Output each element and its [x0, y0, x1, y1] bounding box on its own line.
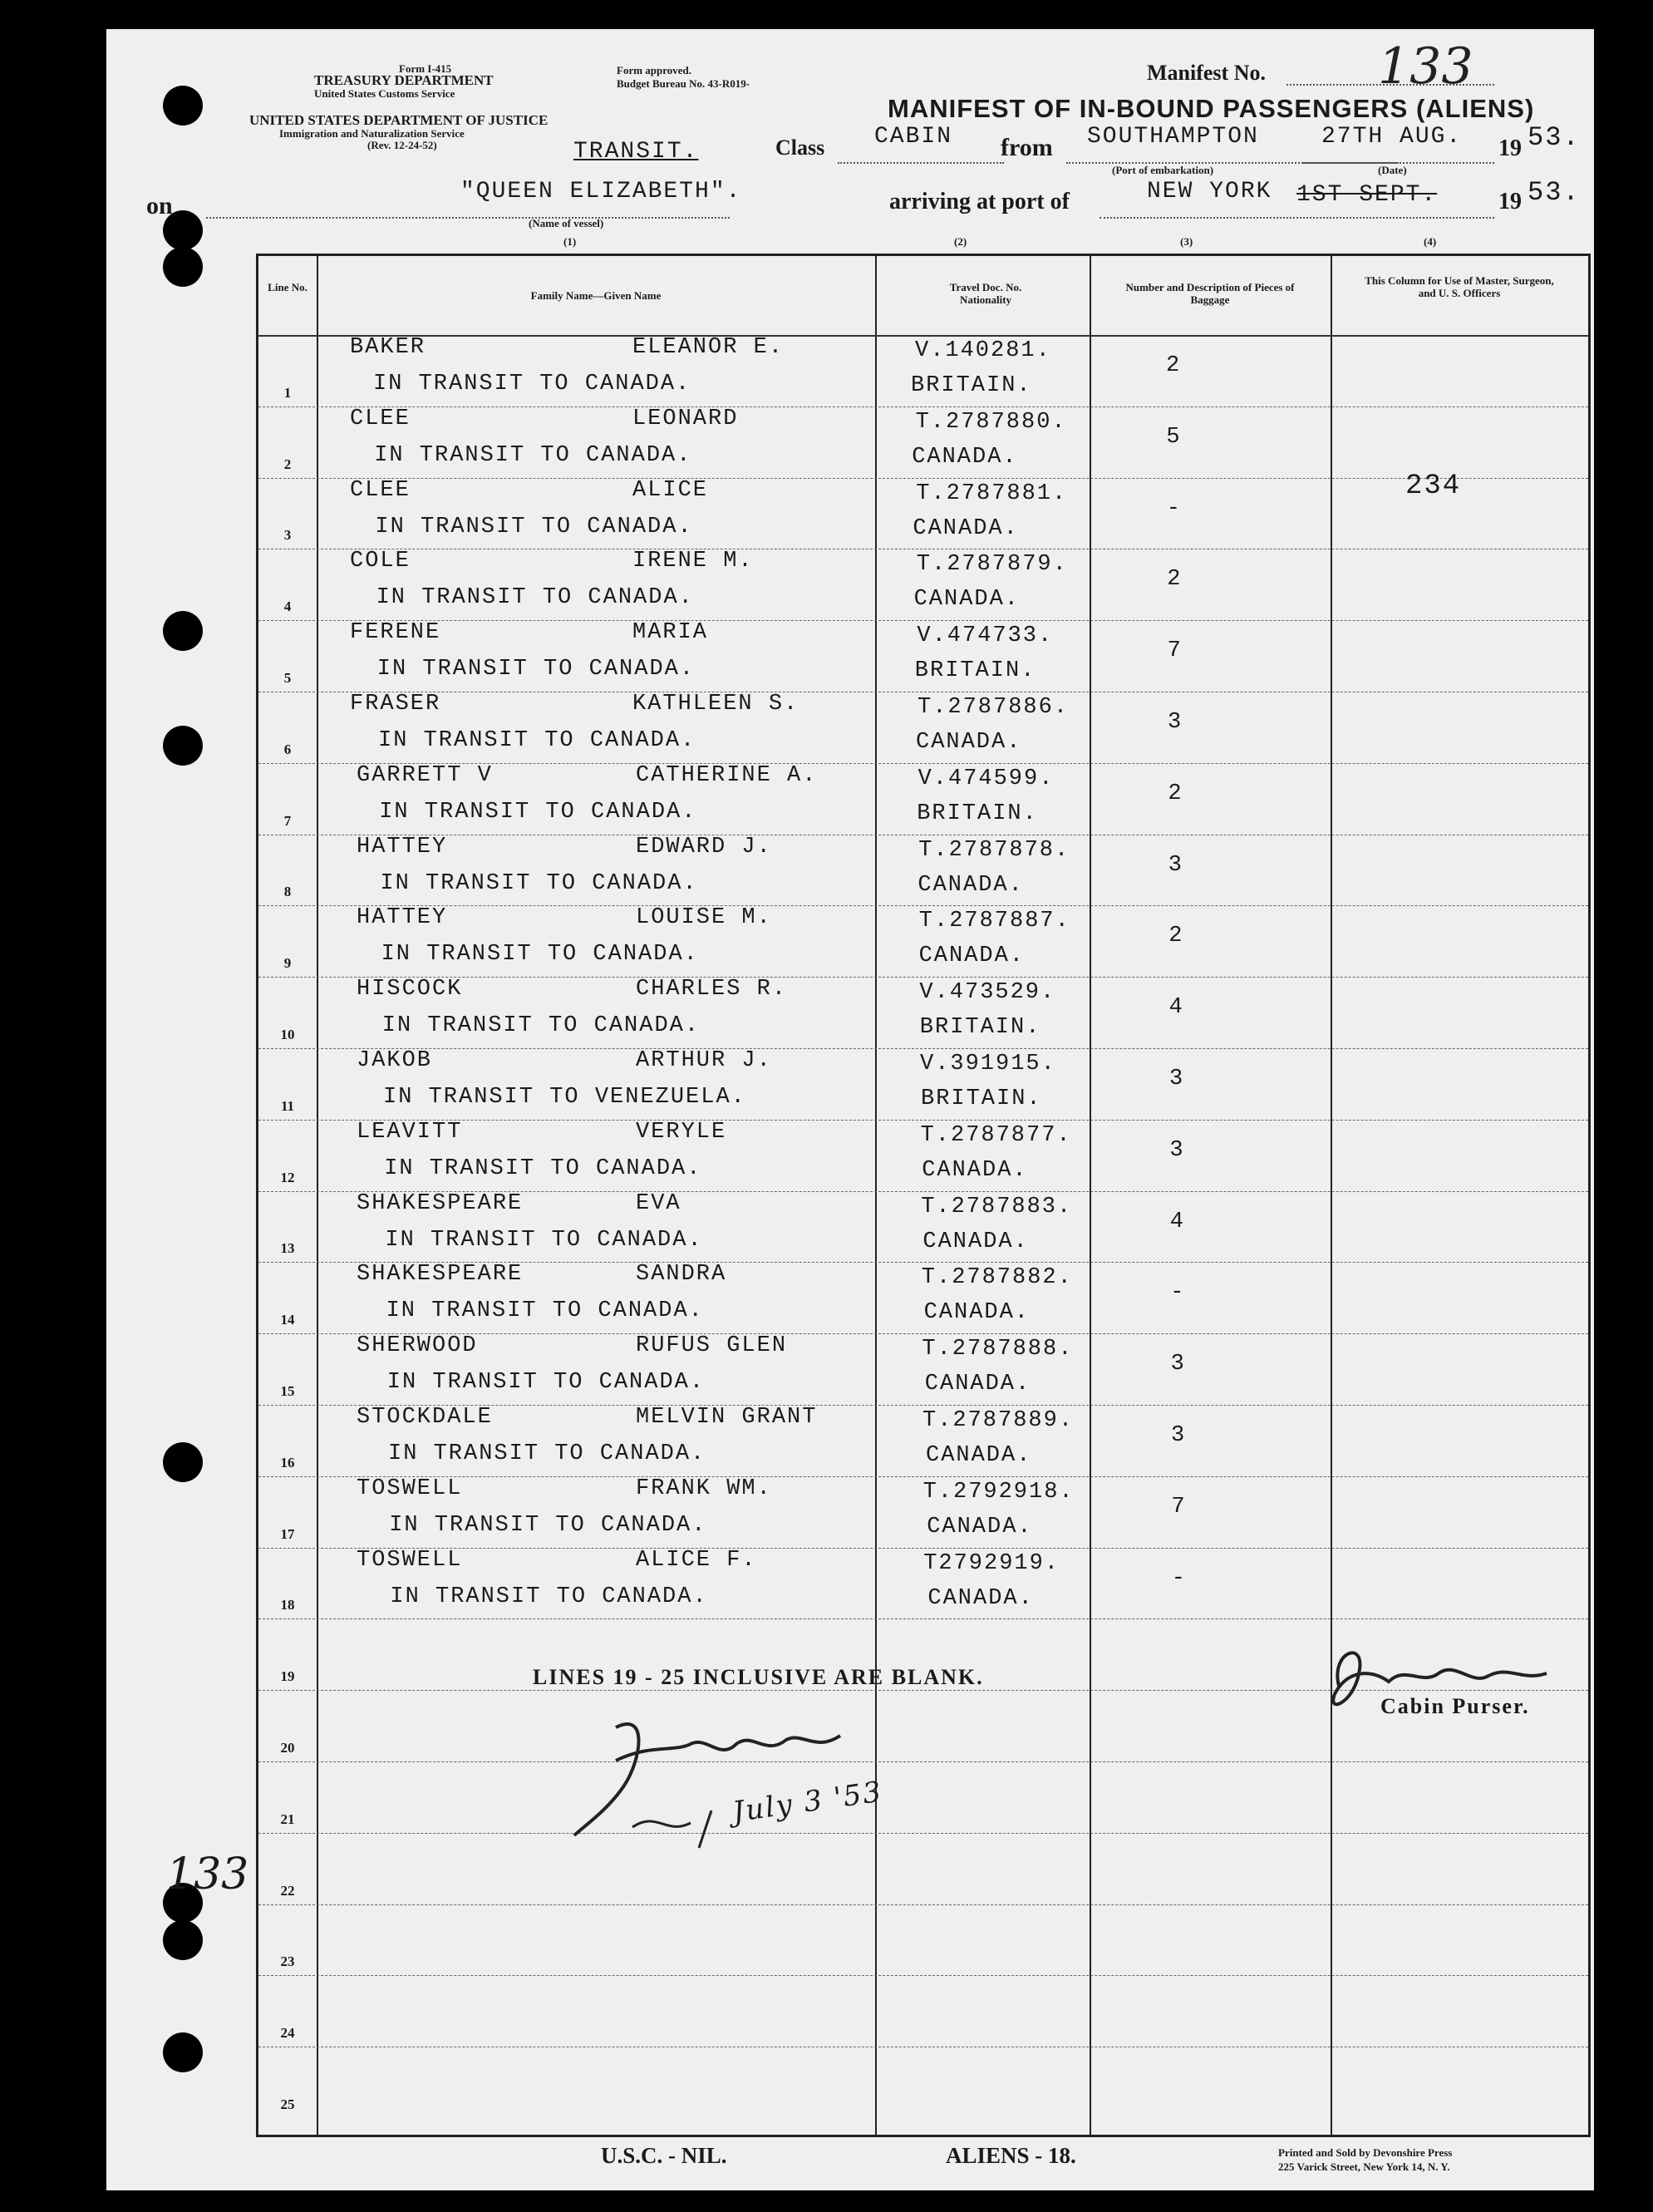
year-prefix: 19 — [1498, 135, 1522, 161]
travel-doc-number: T2792919. — [923, 1550, 1060, 1576]
vessel-caption: (Name of vessel) — [529, 217, 604, 229]
given-name: KATHLEEN S. — [632, 692, 799, 717]
family-name: FRASER — [350, 692, 441, 717]
line-number: 20 — [280, 1740, 295, 1756]
travel-doc-number: V.140281. — [915, 338, 1051, 363]
on-label: on — [146, 192, 173, 219]
travel-doc-number: T.2787883. — [921, 1194, 1073, 1219]
line-number: 12 — [280, 1169, 295, 1185]
travel-doc-number: T.2787888. — [922, 1337, 1074, 1362]
nationality: BRITAIN. — [919, 1015, 1041, 1041]
footer-aliens: ALIENS - 18. — [946, 2143, 1076, 2168]
line-number: 5 — [283, 670, 292, 686]
line-number: 14 — [280, 1312, 295, 1328]
revision: (Rev. 12-24-52) — [367, 139, 437, 151]
nationality: CANADA. — [922, 1229, 1029, 1254]
margin-number: 133 — [166, 1850, 249, 1899]
baggage-count: 2 — [1168, 781, 1183, 806]
family-name: FERENE — [350, 620, 441, 646]
family-name: CLEE — [350, 406, 411, 431]
binder-hole — [163, 86, 203, 126]
col-marker: (2) — [954, 235, 967, 248]
family-name: STOCKDALE — [357, 1405, 493, 1430]
transit-note: IN TRANSIT TO CANADA. — [379, 799, 697, 825]
transit-note: IN TRANSIT TO CANADA. — [376, 585, 694, 611]
from-value: SOUTHAMPTON — [1087, 124, 1259, 150]
travel-doc-number: T.2787887. — [918, 909, 1070, 934]
baggage-count: - — [1171, 1565, 1187, 1591]
printer-line-1: Printed and Sold by Devonshire Press — [1278, 2146, 1453, 2159]
transit-note: IN TRANSIT TO CANADA. — [378, 728, 696, 753]
manifest-no-label: Manifest No. — [1147, 61, 1266, 85]
nationality: CANADA. — [924, 1372, 1031, 1397]
travel-doc-number: V.473529. — [919, 980, 1056, 1006]
purser-title: Cabin Purser. — [1380, 1694, 1530, 1718]
transit-note: IN TRANSIT TO CANADA. — [381, 942, 699, 968]
year-value: 53. — [1528, 122, 1581, 153]
nationality: CANADA. — [926, 1443, 1032, 1468]
family-name: GARRETT V — [357, 762, 493, 788]
baggage-count: 2 — [1167, 567, 1183, 593]
baggage-count: 7 — [1167, 638, 1183, 664]
nationality: CANADA. — [927, 1585, 1034, 1611]
line-number: 24 — [280, 2025, 295, 2042]
given-name: MARIA — [632, 620, 709, 646]
blank-lines-note: LINES 19 - 25 INCLUSIVE ARE BLANK. — [533, 1665, 984, 1689]
travel-doc-number: T.2792918. — [922, 1479, 1075, 1505]
line-number: 6 — [283, 741, 292, 757]
binder-hole — [163, 1920, 203, 1960]
line-number: 2 — [283, 456, 292, 472]
col-marker: (4) — [1424, 235, 1437, 248]
line-number: 16 — [280, 1454, 295, 1471]
header-baggage: Number and Description of Pieces of Baggage — [1125, 281, 1295, 306]
header-officers: This Column for Use of Master, Surgeon, and U. S. Officers — [1365, 274, 1554, 299]
family-name: JAKOB — [357, 1048, 433, 1073]
line-number: 13 — [280, 1240, 295, 1257]
passenger-table — [256, 254, 1591, 2137]
baggage-count: 7 — [1171, 1494, 1187, 1520]
embark-caption: (Port of embarkation) — [1112, 164, 1214, 176]
family-name: COLE — [350, 549, 411, 574]
baggage-count: 2 — [1168, 924, 1184, 949]
customs-service: United States Customs Service — [314, 87, 455, 100]
transit-note: IN TRANSIT TO CANADA. — [388, 1441, 706, 1466]
given-name: SANDRA — [636, 1262, 727, 1288]
arrival-date: 1ST SEPT. — [1296, 182, 1438, 208]
binder-hole — [163, 611, 203, 651]
baggage-count: 4 — [1168, 995, 1184, 1021]
transit-note: IN TRANSIT TO CANADA. — [390, 1584, 708, 1609]
travel-doc-number: V.474733. — [917, 623, 1054, 649]
transit-note: IN TRANSIT TO CANADA. — [375, 514, 693, 539]
family-name: SHERWOOD — [357, 1333, 478, 1359]
transit-note: IN TRANSIT TO CANADA. — [386, 1370, 706, 1396]
line-number: 22 — [280, 1882, 295, 1899]
travel-doc-number: T.2787889. — [922, 1408, 1075, 1433]
given-name: LEONARD — [632, 406, 739, 431]
nationality: CANADA. — [927, 1514, 1033, 1540]
travel-doc-number: T.2787881. — [916, 480, 1068, 506]
transit-note: IN TRANSIT TO CANADA. — [384, 1155, 702, 1181]
baggage-count: 3 — [1171, 1423, 1187, 1448]
binder-hole — [163, 726, 203, 766]
from-label: from — [1001, 134, 1053, 161]
baggage-count: 3 — [1170, 1352, 1186, 1377]
binder-hole — [163, 2032, 203, 2072]
transit-note: IN TRANSIT TO CANADA. — [373, 372, 691, 397]
class-label: Class — [775, 135, 825, 160]
given-name: EVA — [636, 1190, 681, 1216]
printer-line-2: 225 Varick Street, New York 14, N. Y. — [1278, 2160, 1450, 2173]
treasury-dept: TREASURY DEPARTMENT — [314, 72, 494, 88]
col-marker: (3) — [1180, 235, 1193, 248]
line-number: 10 — [280, 1027, 295, 1042]
family-name: SHAKESPEARE — [357, 1262, 524, 1288]
baggage-count: 2 — [1166, 353, 1182, 378]
nationality: BRITAIN. — [921, 1086, 1042, 1111]
inspection-date: July 3 '53 — [731, 1775, 885, 1830]
travel-doc-number: V.391915. — [920, 1052, 1056, 1076]
arriving-label: arriving at port of — [889, 189, 1070, 214]
manifest-title: MANIFEST OF IN-BOUND PASSENGERS (ALIENS) — [888, 94, 1535, 123]
baggage-count: 3 — [1169, 1137, 1185, 1163]
line-number: 7 — [283, 812, 292, 829]
given-name: IRENE M. — [632, 549, 754, 574]
header-travel-doc: Travel Doc. No. Nationality — [949, 281, 1022, 306]
date-caption: (Date) — [1378, 164, 1407, 176]
vessel-name: "QUEEN ELIZABETH". — [460, 179, 742, 204]
officer-note: 234 — [1405, 470, 1462, 502]
line-number: 18 — [280, 1597, 295, 1613]
line-number: 15 — [280, 1383, 295, 1399]
justice-dept: UNITED STATES DEPARTMENT OF JUSTICE — [249, 112, 549, 128]
transit-note: IN TRANSIT TO CANADA. — [381, 1013, 701, 1039]
nationality: CANADA. — [918, 943, 1026, 969]
family-name: HISCOCK — [357, 977, 463, 1003]
nationality: BRITAIN. — [911, 373, 1032, 398]
inspector-signature — [566, 1711, 948, 1852]
baggage-count: - — [1166, 495, 1182, 521]
header-name: Family Name—Given Name — [530, 289, 662, 302]
form-number: Form I-415 — [399, 62, 452, 75]
travel-doc-number: T.2787882. — [921, 1265, 1073, 1291]
line-number: 21 — [280, 1810, 295, 1827]
family-name: HATTEY — [357, 905, 448, 931]
transit-note: IN TRANSIT TO VENEZUELA. — [383, 1085, 746, 1110]
given-name: FRANK WM. — [636, 1475, 772, 1501]
header-line-no: Line No. — [268, 281, 307, 293]
given-name: CATHERINE A. — [636, 762, 818, 788]
year2-prefix: 19 — [1498, 189, 1522, 214]
form-approved: Form approved. — [617, 64, 692, 76]
baggage-count: 5 — [1166, 424, 1182, 450]
baggage-count: 3 — [1168, 710, 1183, 735]
line-number: 19 — [280, 1668, 295, 1685]
line-number: 3 — [283, 527, 292, 544]
travel-doc-number: T.2787878. — [918, 837, 1070, 863]
line-number: 17 — [280, 1525, 295, 1542]
travel-doc-number: T.2787879. — [916, 552, 1068, 578]
baggage-count: 3 — [1168, 852, 1183, 878]
line-number: 11 — [280, 1097, 295, 1114]
given-name: LOUISE M. — [636, 905, 772, 931]
travel-doc-number: V.474599. — [918, 766, 1055, 791]
footer-usc: U.S.C. - NIL. — [601, 2143, 727, 2168]
travel-doc-number: T.2787880. — [915, 409, 1067, 435]
line-number: 25 — [280, 2096, 295, 2112]
family-name: LEAVITT — [357, 1119, 463, 1145]
transit-note: IN TRANSIT TO CANADA. — [386, 1298, 704, 1324]
line-number: 23 — [280, 1953, 295, 1970]
baggage-count: 4 — [1169, 1209, 1185, 1234]
nationality: CANADA. — [918, 872, 1024, 898]
transit-note: IN TRANSIT TO CANADA. — [374, 442, 692, 468]
baggage-count: 3 — [1169, 1067, 1185, 1091]
ins-service: Immigration and Naturalization Service — [279, 127, 465, 140]
family-name: TOSWELL — [357, 1475, 463, 1501]
transit-note: IN TRANSIT TO CANADA. — [376, 657, 696, 682]
given-name: VERYLE — [636, 1119, 727, 1145]
year2-value: 53. — [1528, 177, 1581, 208]
family-name: SHAKESPEARE — [357, 1190, 524, 1216]
binder-hole — [163, 247, 203, 287]
nationality: CANADA. — [923, 1300, 1031, 1326]
given-name: ALICE F. — [636, 1547, 757, 1573]
nationality: CANADA. — [913, 587, 1021, 613]
nationality: CANADA. — [913, 515, 1019, 541]
col-marker: (1) — [563, 235, 577, 248]
nationality: CANADA. — [916, 730, 1022, 755]
binder-hole — [163, 1442, 203, 1482]
nationality: BRITAIN. — [917, 801, 1038, 826]
voyage-type: TRANSIT. — [573, 139, 699, 165]
family-name: BAKER — [350, 335, 426, 360]
line-number: 1 — [283, 384, 292, 401]
line-number: 4 — [283, 599, 292, 615]
manifest-page — [106, 29, 1594, 2190]
line-number: 9 — [283, 955, 292, 972]
family-name: HATTEY — [357, 834, 448, 860]
transit-note: IN TRANSIT TO CANADA. — [380, 870, 698, 896]
given-name: ALICE — [632, 477, 709, 503]
family-name: TOSWELL — [357, 1547, 463, 1573]
given-name: ARTHUR J. — [636, 1048, 772, 1073]
port-value: NEW YORK — [1147, 179, 1272, 204]
given-name: RUFUS GLEN — [636, 1333, 788, 1359]
given-name: ELEANOR E. — [632, 335, 785, 360]
transit-note: IN TRANSIT TO CANADA. — [385, 1227, 703, 1253]
transit-note: IN TRANSIT TO CANADA. — [389, 1512, 707, 1538]
given-name: CHARLES R. — [636, 977, 788, 1003]
family-name: CLEE — [350, 477, 411, 503]
given-name: EDWARD J. — [636, 834, 772, 860]
travel-doc-number: T.2787886. — [918, 695, 1070, 720]
given-name: MELVIN GRANT — [636, 1405, 818, 1430]
baggage-count: - — [1170, 1280, 1186, 1306]
date-value: 27TH AUG. — [1321, 124, 1463, 150]
class-value: CABIN — [874, 124, 953, 150]
travel-doc-number: T.2787877. — [920, 1122, 1072, 1148]
nationality: CANADA. — [922, 1157, 1028, 1183]
manifest-number: 133 — [1378, 37, 1473, 96]
nationality: BRITAIN. — [914, 658, 1036, 684]
budget-bureau: Budget Bureau No. 43-R019- — [617, 77, 750, 90]
nationality: CANADA. — [912, 444, 1018, 470]
line-number: 8 — [283, 884, 292, 900]
